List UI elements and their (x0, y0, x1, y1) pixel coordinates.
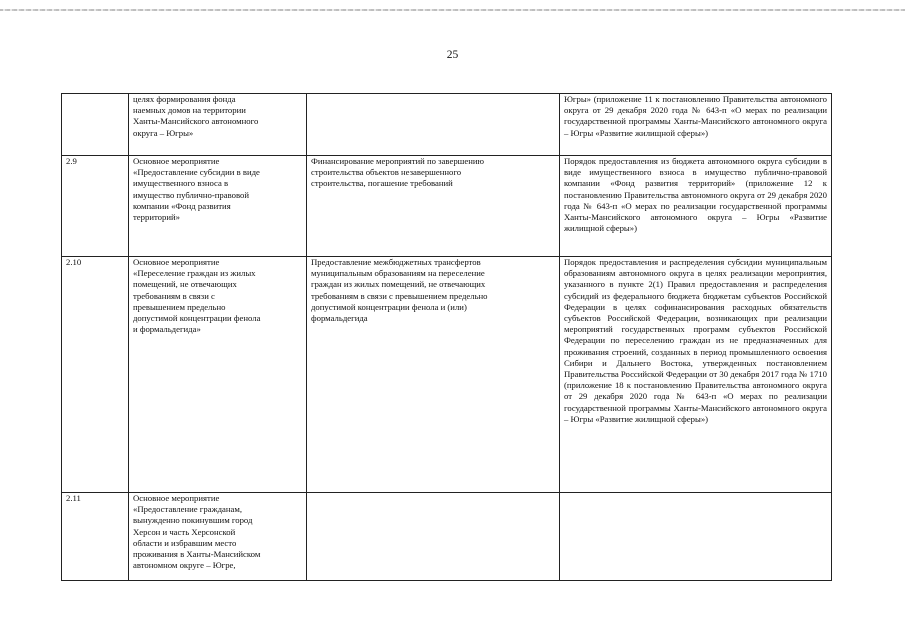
order-cell: Порядок предоставления и распределения субсидии муниципальным образованиям автономного округа в целях реализации мероприятия, указанного в пункте 2(1) Правил предоставления и распределения субсидий из федерального бюджета бюджетам субъектов Российской Федерации в целях софинансирования расходных обязательств субъектов Российской Федерации, возникающих при реализации мероприятий государственных программ субъектов Российской Федерации по переселению граждан из не предназначенных для проживания строений, созданных в период промышленного освоения Сибири и Дальнего Востока, утвержденных постановлением Правительства Российской Федерации от 30 декабря 2017 года № 1710 (приложение 18 к постановлению Правительства автономного округа от 29 декабря 2020 года № 643-п «О мерах по реализации государственной программы Ханты-Мансийского автономного округа – Югры «Развитие жилищной сферы») (560, 257, 832, 493)
order-cell (560, 493, 832, 581)
order-cell: Югры» (приложение 11 к постановлению Правительства автономного округа от 29 декабря 2020 года № 643-п «О мерах по реализации государственной программы Ханты-Мансийского автономного округа – Югры «Развитие жилищной сферы») (560, 94, 832, 156)
direction-cell: Финансирование мероприятий по завершению строительства объектов незавершенного строительства, погашение требований (307, 156, 560, 257)
direction-cell: Предоставление межбюджетных трансфертов муниципальным образованиям на переселение граждан из жилых помещений, не отвечающих требованиям в связи с превышением предельно допустимой концентрации фенола и (или) формальдегида (307, 257, 560, 493)
measure-name-cell: целях формирования фонда наемных домов на территории Ханты-Мансийского автономного округа – Югры» (129, 94, 307, 156)
measure-name-cell: Основное мероприятие «Предоставление гражданам, вынужденно покинувшим город Херсон и часть Херсонской области и избравшим место проживания в Ханты-Мансийском автономном округе – Югре, (129, 493, 307, 581)
table-row (62, 257, 832, 493)
measures-table (61, 93, 832, 581)
direction-cell (307, 493, 560, 581)
table-row (62, 94, 832, 156)
measure-name-cell: Основное мероприятие «Переселение граждан из жилых помещений, не отвечающих требованиям в связи с превышением предельно допустимой концентрации фенола и формальдегида» (129, 257, 307, 493)
row-number-cell: 2.9 (62, 156, 129, 257)
measure-name-cell: Основное мероприятие «Предоставление субсидии в виде имущественного взноса в имущество публично-правовой компании «Фонд развития территорий» (129, 156, 307, 257)
scan-edge-line (0, 9, 905, 11)
table-row (62, 493, 832, 581)
table-row (62, 156, 832, 257)
order-cell: Порядок предоставления из бюджета автономного округа субсидии в виде имущественного взноса в имущество публично-правовой компании «Фонд развития территорий» (приложение 12 к постановлению Правительства автономного округа от 29 декабря 2020 года № 643-п «О мерах по реализации государственной программы Ханты-Мансийского автономного округа – Югры «Развитие жилищной сферы») (560, 156, 832, 257)
direction-cell (307, 94, 560, 156)
row-number-cell (62, 94, 129, 156)
page-number: 25 (446, 49, 459, 61)
row-number-cell: 2.10 (62, 257, 129, 493)
row-number-cell: 2.11 (62, 493, 129, 581)
